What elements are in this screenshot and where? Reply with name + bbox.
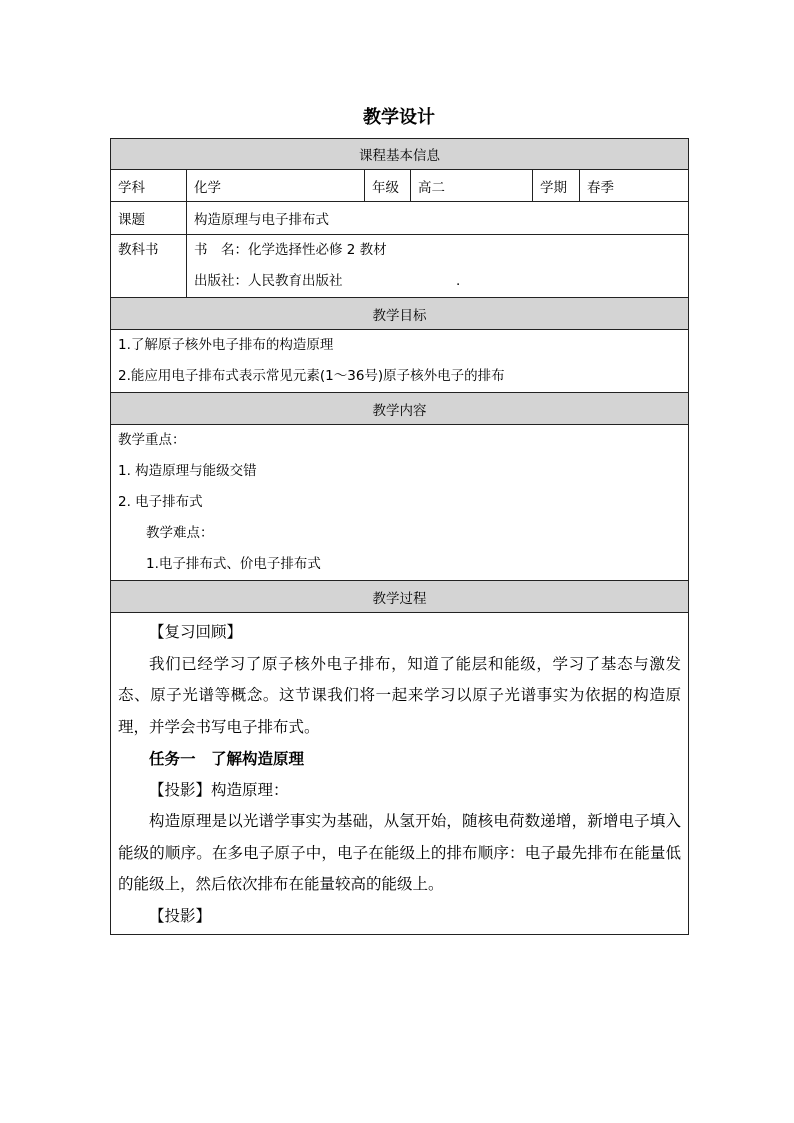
key-point-item: 1. 构造原理与能级交错 bbox=[118, 463, 257, 479]
grade-label: 年级 bbox=[365, 170, 411, 202]
textbook-book-name: 书 名：化学选择性必修 2 教材 bbox=[194, 242, 387, 258]
term-label: 学期 bbox=[533, 170, 580, 202]
difficulty-item: 1.电子排布式、价电子排布式 bbox=[146, 556, 321, 572]
projection-construction-principle: 【投影】构造原理： bbox=[149, 780, 289, 799]
review-paragraph: 我们已经学习了原子核外电子排布，知道了能层和能级，学习了基态与激发态、原子光谱等概念。这节课我们将一起来学习以原子光谱事实为依据的构造原理，并学会书写电子排布式。 bbox=[118, 654, 681, 736]
subject-value: 化学 bbox=[187, 170, 365, 202]
projection-heading: 【投影】 bbox=[149, 906, 212, 925]
textbook-label-cell bbox=[111, 235, 187, 298]
topic-value: 构造原理与电子排布式 bbox=[187, 202, 689, 235]
construction-principle-paragraph: 构造原理是以光谱学事实为基础，从氢开始，随核电荷数递增，新增电子填入能级的顺序。在多电子原子中，电子在能级上的排布顺序：电子最先排布在能量低的能级上，然后依次排布在能量较高的能级上。 bbox=[118, 812, 681, 893]
difficulty-label: 教学难点： bbox=[146, 525, 214, 541]
lesson-plan-table bbox=[110, 138, 689, 935]
review-heading: 【复习回顾】 bbox=[149, 623, 243, 641]
key-point-item: 2. 电子排布式 bbox=[118, 494, 203, 510]
objective-item: 2.能应用电子排布式表示常见元素(1～36号)原子核外电子的排布 bbox=[118, 368, 505, 384]
term-value: 春季 bbox=[580, 170, 689, 202]
objective-item: 1.了解原子核外电子排布的构造原理 bbox=[118, 337, 334, 353]
document-title: 教学设计 bbox=[363, 107, 435, 128]
topic-label: 课题 bbox=[111, 202, 187, 235]
textbook-publisher: 出版社：人民教育出版社 bbox=[194, 273, 343, 289]
textbook-info-cell bbox=[187, 235, 689, 298]
key-points-label: 教学重点： bbox=[118, 432, 186, 448]
subject-label: 学科 bbox=[111, 170, 187, 202]
textbook-label: 教科书 bbox=[118, 242, 159, 258]
publisher-mark: . bbox=[456, 273, 461, 289]
section-header-objectives: 教学目标 bbox=[111, 298, 689, 330]
task-one-heading: 任务一 了解构造原理 bbox=[149, 749, 305, 768]
content-cell bbox=[111, 425, 689, 581]
textbook-publisher-line bbox=[194, 266, 681, 297]
section-header-process: 教学过程 bbox=[111, 581, 689, 613]
grade-value: 高二 bbox=[411, 170, 533, 202]
process-cell bbox=[111, 613, 689, 935]
section-header-basic-info: 课程基本信息 bbox=[111, 139, 689, 170]
objectives-cell bbox=[111, 330, 689, 393]
section-header-content: 教学内容 bbox=[111, 393, 689, 425]
